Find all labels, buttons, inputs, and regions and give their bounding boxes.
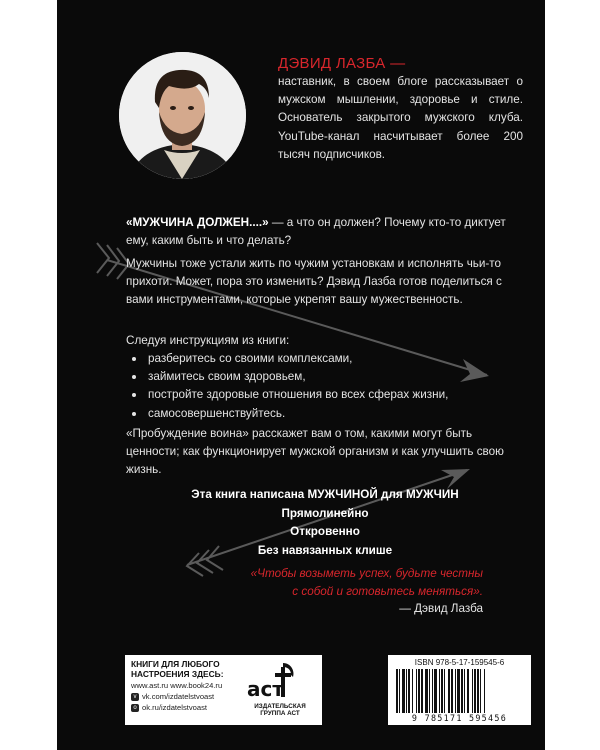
promo-ok-link[interactable]: ok.ru/izdatelstvoast [142, 703, 207, 712]
fletch-upper-1 [97, 243, 109, 273]
author-quote: «Чтобы возыметь успех, будьте честны с собой и готовьтесь меняться». [250, 567, 483, 599]
barcode-bar [441, 669, 443, 713]
arrow-head-upper [460, 359, 489, 382]
isbn-barcode [388, 655, 531, 725]
barcode-bar [455, 669, 456, 713]
ast-logo-text: аст [247, 677, 284, 701]
barcode-bar [472, 669, 473, 713]
promo-vk-link[interactable]: vk.com/izdatelstvoast [142, 692, 215, 701]
author-bio: наставник, в своем блоге рассказывает о мужском мышлении, здоровье и стиле. Основатель закрытого мужского клуба. YouTube-канал насчитывает более 200 тысяч подписчиков. [278, 75, 523, 161]
author-name: ДЭВИД ЛАЗБА — [278, 55, 406, 72]
barcode-bar [480, 669, 481, 713]
paragraph-3: Следуя инструкциям из книги: [126, 334, 290, 347]
barcode-bar [412, 669, 413, 713]
publisher-caption-line: ГРУППА АСТ [260, 710, 300, 718]
isbn-number: ISBN 978-5-17-159545-6 [414, 658, 505, 667]
publisher-caption [243, 703, 317, 718]
publisher-logo [243, 661, 317, 721]
author-portrait [119, 52, 246, 179]
intro-bold: «МУЖЧИНА ДОЛЖЕН....» [126, 216, 269, 229]
intro-rest: — а что он должен? Почему кто-то диктует ему, каким быть и что делать? [126, 216, 506, 248]
publisher-promo-box [125, 655, 322, 725]
barcode-bar [406, 669, 407, 713]
barcode-bar [467, 669, 469, 713]
promo-websites[interactable]: www.ast.ru www.book24.ru [131, 681, 223, 690]
intro-paragraph [126, 214, 524, 250]
paragraph-4: «Пробуждение воина» расскажет вам о том, какими могут быть ценности; как функционирует мужской организм и как улучшить свою жизнь. [126, 427, 504, 477]
book-back-cover [57, 0, 545, 750]
tagline-line: Откровенно [290, 525, 360, 538]
barcode-bars [396, 669, 523, 713]
barcode-bar [464, 669, 465, 713]
publisher-caption-line: ИЗДАТЕЛЬСКАЯ [254, 703, 306, 710]
barcode-bar [429, 669, 430, 713]
portrait-illustration [119, 52, 246, 179]
barcode-bar [416, 669, 417, 713]
barcode-bar [402, 669, 405, 713]
quote-attribution: — Дэвид Лазба [399, 602, 483, 615]
tagline-line: Эта книга написана МУЖЧИНОЙ для МУЖЧИН [191, 488, 459, 501]
barcode-bar [474, 669, 476, 713]
barcode-bar [418, 669, 420, 713]
tagline-block [126, 486, 524, 560]
promo-heading-line: НАСТРОЕНИЯ ЗДЕСЬ: [131, 669, 224, 679]
bullet-item: самосовершенствуйтесь. [126, 405, 448, 423]
barcode-bar [477, 669, 479, 713]
tagline-line: Прямолинейно [281, 506, 369, 520]
barcode-bar [457, 669, 460, 713]
barcode-bar [484, 669, 485, 713]
bullet-item: разберитесь со своими комплексами, [126, 350, 448, 368]
vk-icon: v [131, 693, 139, 701]
bullet-list [126, 350, 448, 423]
promo-heading [131, 659, 224, 679]
barcode-bar [408, 669, 410, 713]
barcode-bar [396, 669, 398, 713]
barcode-digits: 9 785171 595456 [411, 713, 508, 723]
barcode-bar [425, 669, 428, 713]
barcode-bar [421, 669, 423, 713]
barcode-bar [444, 669, 445, 713]
barcode-bar [451, 669, 453, 713]
barcode-bar [432, 669, 433, 713]
ok-icon: o [131, 704, 139, 712]
paragraph-2: Мужчины тоже устали жить по чужим установкам и исполнять чьи-то прихоти. Может, пора это изменить? Дэвид Лазба готов поделиться с вами инструментами, которые укрепят вашу мужественность. [126, 257, 502, 307]
bullet-item: постройте здоровые отношения во всех сферах жизни, [126, 386, 448, 404]
barcode-bar [399, 669, 400, 713]
barcode-bar [439, 669, 440, 713]
promo-heading-line: КНИГИ ДЛЯ ЛЮБОГО [131, 659, 220, 669]
bullet-item: займитесь своим здоровьем, [126, 368, 448, 386]
barcode-bar [448, 669, 450, 713]
barcode-bar [434, 669, 437, 713]
tagline-line: Без навязанных клише [257, 543, 393, 557]
barcode-bar [461, 669, 463, 713]
